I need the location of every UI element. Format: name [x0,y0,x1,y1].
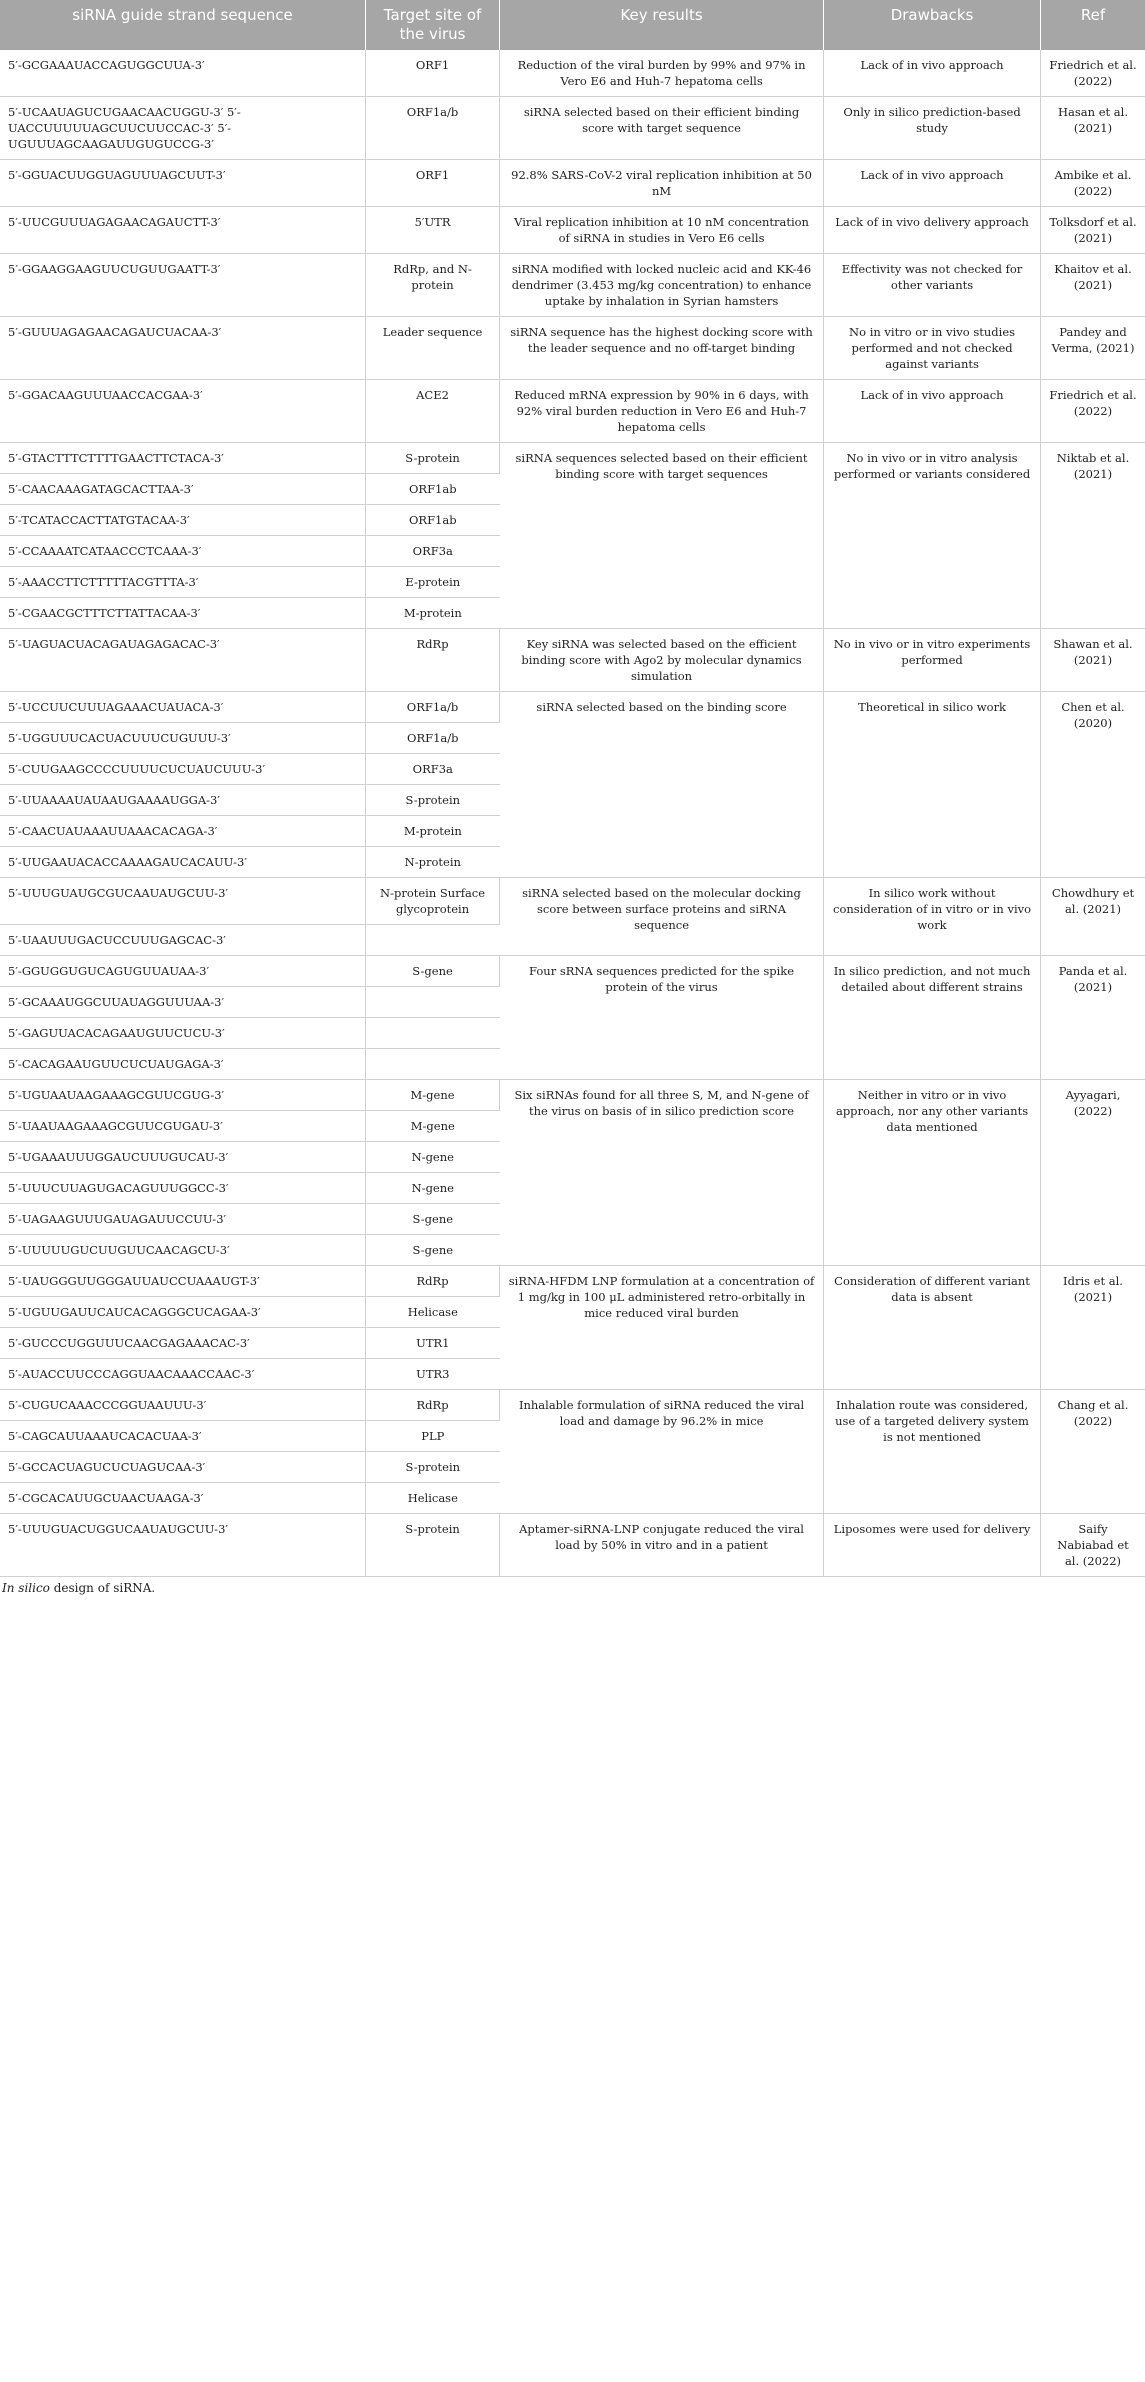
sequence-cell: 5′-CAGCAUUAAAUCACACUAA-3′ [0,1421,366,1452]
sequence-cell: 5′-CCAAAATCATAACCCTCAAA-3′ [0,536,366,567]
drawbacks-cell: Neither in vitro or in vivo approach, nor any other variants data mentioned [824,1080,1041,1266]
results-cell: Viral replication inhibition at 10 nM concentration of siRNA in studies in Vero E6 cells [500,207,824,254]
results-cell: siRNA selected based on the binding score [500,692,824,878]
sequence-cell: 5′-GCGAAAUACCAGUGGCUUA-3′ [0,50,366,97]
target-cell: PLP [366,1421,500,1452]
sequence-cell: 5′-UAGUACUACAGAUAGAGACAC-3′ [0,629,366,692]
target-cell: M-protein [366,816,500,847]
target-cell: ORF3a [366,754,500,785]
sequence-cell: 5′-GGUACUUGGUAGUUUAGCUUT-3′ [0,160,366,207]
header-target: Target site of the virus [366,0,500,50]
table-row [0,1080,1145,1111]
table-row [0,317,1145,380]
target-cell: UTR3 [366,1359,500,1390]
table-row [0,878,1145,925]
sequence-cell: 5′-GUCCCUGGUUUCAACGAGAAACAC-3′ [0,1328,366,1359]
table-footnote [0,1577,1145,1599]
header-sequence: siRNA guide strand sequence [0,0,366,50]
table-row [0,50,1145,97]
header-results: Key results [500,0,824,50]
results-cell: 92.8% SARS-CoV-2 viral replication inhibition at 50 nM [500,160,824,207]
reference-cell: Saify Nabiabad et al. (2022) [1041,1514,1145,1577]
header-ref: Ref [1041,0,1145,50]
target-cell: Helicase [366,1297,500,1328]
results-cell: siRNA sequence has the highest docking score with the leader sequence and no off-target binding [500,317,824,380]
reference-cell: Tolksdorf et al. (2021) [1041,207,1145,254]
table-row [0,254,1145,317]
target-cell [366,1049,500,1080]
sequence-cell: 5′-GAGUUACACAGAAUGUUCUCU-3′ [0,1018,366,1049]
footnote-italic: In silico [2,1581,50,1595]
sequence-cell: 5′-UUAAAAUAUAAUGAAAAUGGA-3′ [0,785,366,816]
target-cell: M-protein [366,598,500,629]
target-cell: ORF1ab [366,474,500,505]
drawbacks-cell: Effectivity was not checked for other variants [824,254,1041,317]
target-cell: S-protein [366,1514,500,1577]
reference-cell: Pandey and Verma, (2021) [1041,317,1145,380]
sequence-cell: 5′-GCAAAUGGCUUAUAGGUUUAA-3′ [0,987,366,1018]
table-row [0,207,1145,254]
sequence-cell: 5′-UAGAAGUUUGAUAGAUUCCUU-3′ [0,1204,366,1235]
target-cell: ORF1ab [366,505,500,536]
target-cell: S-protein [366,785,500,816]
sequence-cell: 5′-TCATACCACTTATGTACAA-3′ [0,505,366,536]
reference-cell: Khaitov et al. (2021) [1041,254,1145,317]
sequence-cell: 5′-CGCACAUUGCUAACUAAGA-3′ [0,1483,366,1514]
drawbacks-cell: Liposomes were used for delivery [824,1514,1041,1577]
target-cell: S-protein [366,443,500,474]
table-row [0,1266,1145,1297]
reference-cell: Friedrich et al. (2022) [1041,380,1145,443]
drawbacks-cell: In silico prediction, and not much detailed about different strains [824,956,1041,1080]
reference-cell: Niktab et al. (2021) [1041,443,1145,629]
sequence-cell: 5′-UUGAAUACACCAAAAGAUCACAUU-3′ [0,847,366,878]
reference-cell: Hasan et al. (2021) [1041,97,1145,160]
target-cell: N-protein Surface glycoprotein [366,878,500,925]
drawbacks-cell: No in vitro or in vivo studies performed and not checked against variants [824,317,1041,380]
reference-cell: Chang et al. (2022) [1041,1390,1145,1514]
sequence-cell: 5′-UCCUUCUUUAGAAACUAUACA-3′ [0,692,366,723]
sequence-cell: 5′-UAAUAAGAAAGCGUUCGUGAU-3′ [0,1111,366,1142]
target-cell: ORF1a/b [366,692,500,723]
target-cell: S-gene [366,956,500,987]
sequence-cell: 5′-AUACCUUCCCAGGUAACAAACCAAC-3′ [0,1359,366,1390]
reference-cell: Ayyagari, (2022) [1041,1080,1145,1266]
sequence-cell: 5′-CAACAAAGATAGCACTTAA-3′ [0,474,366,505]
sequence-cell: 5′-GCCACUAGUCUCUAGUCAA-3′ [0,1452,366,1483]
sequence-cell: 5′-UCAAUAGUCUGAACAACUGGU-3′ 5′-UACCUUUUUAGCUUCUUCCAC-3′ 5′-UGUUUAGCAAGAUUGUGUCCG-3′ [0,97,366,160]
table-row [0,1514,1145,1577]
results-cell: Aptamer-siRNA-LNP conjugate reduced the viral load by 50% in vitro and in a patient [500,1514,824,1577]
sequence-cell: 5′-GTACTTTCTTTTGAACTTCTACA-3′ [0,443,366,474]
sequence-cell: 5′-GUUUAGAGAACAGAUCUACAA-3′ [0,317,366,380]
target-cell [366,1018,500,1049]
target-cell: M-gene [366,1111,500,1142]
results-cell: Key siRNA was selected based on the efficient binding score with Ago2 by molecular dynamics simulation [500,629,824,692]
table-row [0,380,1145,443]
sequence-cell: 5′-UUUCUUAGUGACAGUUUGGCC-3′ [0,1173,366,1204]
results-cell: Reduction of the viral burden by 99% and 97% in Vero E6 and Huh-7 hepatoma cells [500,50,824,97]
sequence-cell: 5′-CACAGAAUGUUCUCUAUGAGA-3′ [0,1049,366,1080]
target-cell: N-gene [366,1142,500,1173]
results-cell: Reduced mRNA expression by 90% in 6 days, with 92% viral burden reduction in Vero E6 and Huh-7 hepatoma cells [500,380,824,443]
sequence-cell: 5′-GGACAAGUUUAACCACGAA-3′ [0,380,366,443]
sequence-cell: 5′-UAAUUUGACUCCUUUGAGCAC-3′ [0,925,366,956]
sequence-cell: 5′-UGUUGAUUCAUCACAGGGCUCAGAA-3′ [0,1297,366,1328]
table-header-row [0,0,1145,50]
target-cell: RdRp [366,629,500,692]
sequence-cell: 5′-UGGUUUCACUACUUUCUGUUU-3′ [0,723,366,754]
table-row [0,443,1145,474]
target-cell: RdRp [366,1390,500,1421]
results-cell: siRNA-HFDM LNP formulation at a concentration of 1 mg/kg in 100 μL administered retro-orbitally in mice reduced viral burden [500,1266,824,1390]
sequence-cell: 5′-CGAACGCTTTCTTATTACAA-3′ [0,598,366,629]
reference-cell: Chowdhury et al. (2021) [1041,878,1145,956]
target-cell: RdRp [366,1266,500,1297]
sequence-cell: 5′-UGAAAUUUGGAUCUUUGUCAU-3′ [0,1142,366,1173]
drawbacks-cell: Theoretical in silico work [824,692,1041,878]
table-body [0,50,1145,1577]
header-drawbacks: Drawbacks [824,0,1041,50]
target-cell: Leader sequence [366,317,500,380]
sequence-cell: 5′-GGAAGGAAGUUCUGUUGAATT-3′ [0,254,366,317]
reference-cell: Idris et al. (2021) [1041,1266,1145,1390]
sequence-cell: 5′-CUUGAAGCCCCUUUUCUCUAUCUUU-3′ [0,754,366,785]
target-cell: ORF1a/b [366,723,500,754]
footnote-text: design of siRNA. [49,1581,156,1595]
sequence-cell: 5′-UUCGUUUAGAGAACAGAUCTT-3′ [0,207,366,254]
table-row [0,692,1145,723]
drawbacks-cell: Consideration of different variant data is absent [824,1266,1041,1390]
table-row [0,956,1145,987]
results-cell: Inhalable formulation of siRNA reduced the viral load and damage by 96.2% in mice [500,1390,824,1514]
sequence-cell: 5′-UAUGGGUUGGGAUUAUCCUAAAUGT-3′ [0,1266,366,1297]
target-cell: E-protein [366,567,500,598]
table-row [0,160,1145,207]
target-cell: RdRp, and N-protein [366,254,500,317]
target-cell: Helicase [366,1483,500,1514]
drawbacks-cell: Only in silico prediction-based study [824,97,1041,160]
sequence-cell: 5′-CUGUCAAACCCGGUAAUUU-3′ [0,1390,366,1421]
results-cell: siRNA selected based on the molecular docking score between surface proteins and siRNA sequence [500,878,824,956]
table-row [0,629,1145,692]
sequence-cell: 5′-AAACCTTCTTTTTACGTTTA-3′ [0,567,366,598]
drawbacks-cell: Lack of in vivo delivery approach [824,207,1041,254]
sequence-cell: 5′-UGUAAUAAGAAAGCGUUCGUG-3′ [0,1080,366,1111]
target-cell [366,925,500,956]
target-cell: ORF3a [366,536,500,567]
results-cell: siRNA modified with locked nucleic acid and KK-46 dendrimer (3.453 mg/kg concentration) to enhance uptake by inhalation in Syrian hamsters [500,254,824,317]
target-cell: S-gene [366,1235,500,1266]
sequence-cell: 5′-UUUGUACUGGUCAAUAUGCUU-3′ [0,1514,366,1577]
drawbacks-cell: No in vivo or in vitro experiments performed [824,629,1041,692]
sequence-cell: 5′-CAACUAUAAAUUAAACACAGA-3′ [0,816,366,847]
target-cell: ORF1a/b [366,97,500,160]
reference-cell: Friedrich et al. (2022) [1041,50,1145,97]
results-cell: siRNA selected based on their efficient binding score with target sequence [500,97,824,160]
results-cell: siRNA sequences selected based on their efficient binding score with target sequences [500,443,824,629]
table-row [0,1390,1145,1421]
target-cell: ORF1 [366,160,500,207]
target-cell: N-protein [366,847,500,878]
table-row [0,97,1145,160]
drawbacks-cell: No in vivo or in vitro analysis performed or variants considered [824,443,1041,629]
target-cell: S-gene [366,1204,500,1235]
sequence-cell: 5′-UUUGUAUGCGUCAAUAUGCUU-3′ [0,878,366,925]
target-cell: 5′UTR [366,207,500,254]
reference-cell: Ambike et al. (2022) [1041,160,1145,207]
sequence-cell: 5′-GGUGGUGUCAGUGUUAUAA-3′ [0,956,366,987]
target-cell: UTR1 [366,1328,500,1359]
drawbacks-cell: Lack of in vivo approach [824,160,1041,207]
target-cell [366,987,500,1018]
drawbacks-cell: Inhalation route was considered, use of a targeted delivery system is not mentioned [824,1390,1041,1514]
results-cell: Six siRNAs found for all three S, M, and N-gene of the virus on basis of in silico prediction score [500,1080,824,1266]
target-cell: S-protein [366,1452,500,1483]
reference-cell: Panda et al. (2021) [1041,956,1145,1080]
drawbacks-cell: Lack of in vivo approach [824,380,1041,443]
reference-cell: Chen et al. (2020) [1041,692,1145,878]
target-cell: M-gene [366,1080,500,1111]
reference-cell: Shawan et al. (2021) [1041,629,1145,692]
target-cell: N-gene [366,1173,500,1204]
drawbacks-cell: Lack of in vivo approach [824,50,1041,97]
target-cell: ACE2 [366,380,500,443]
drawbacks-cell: In silico work without consideration of in vitro or in vivo work [824,878,1041,956]
target-cell: ORF1 [366,50,500,97]
sequence-cell: 5′-UUUUUGUCUUGUUCAACAGCU-3′ [0,1235,366,1266]
results-cell: Four sRNA sequences predicted for the spike protein of the virus [500,956,824,1080]
